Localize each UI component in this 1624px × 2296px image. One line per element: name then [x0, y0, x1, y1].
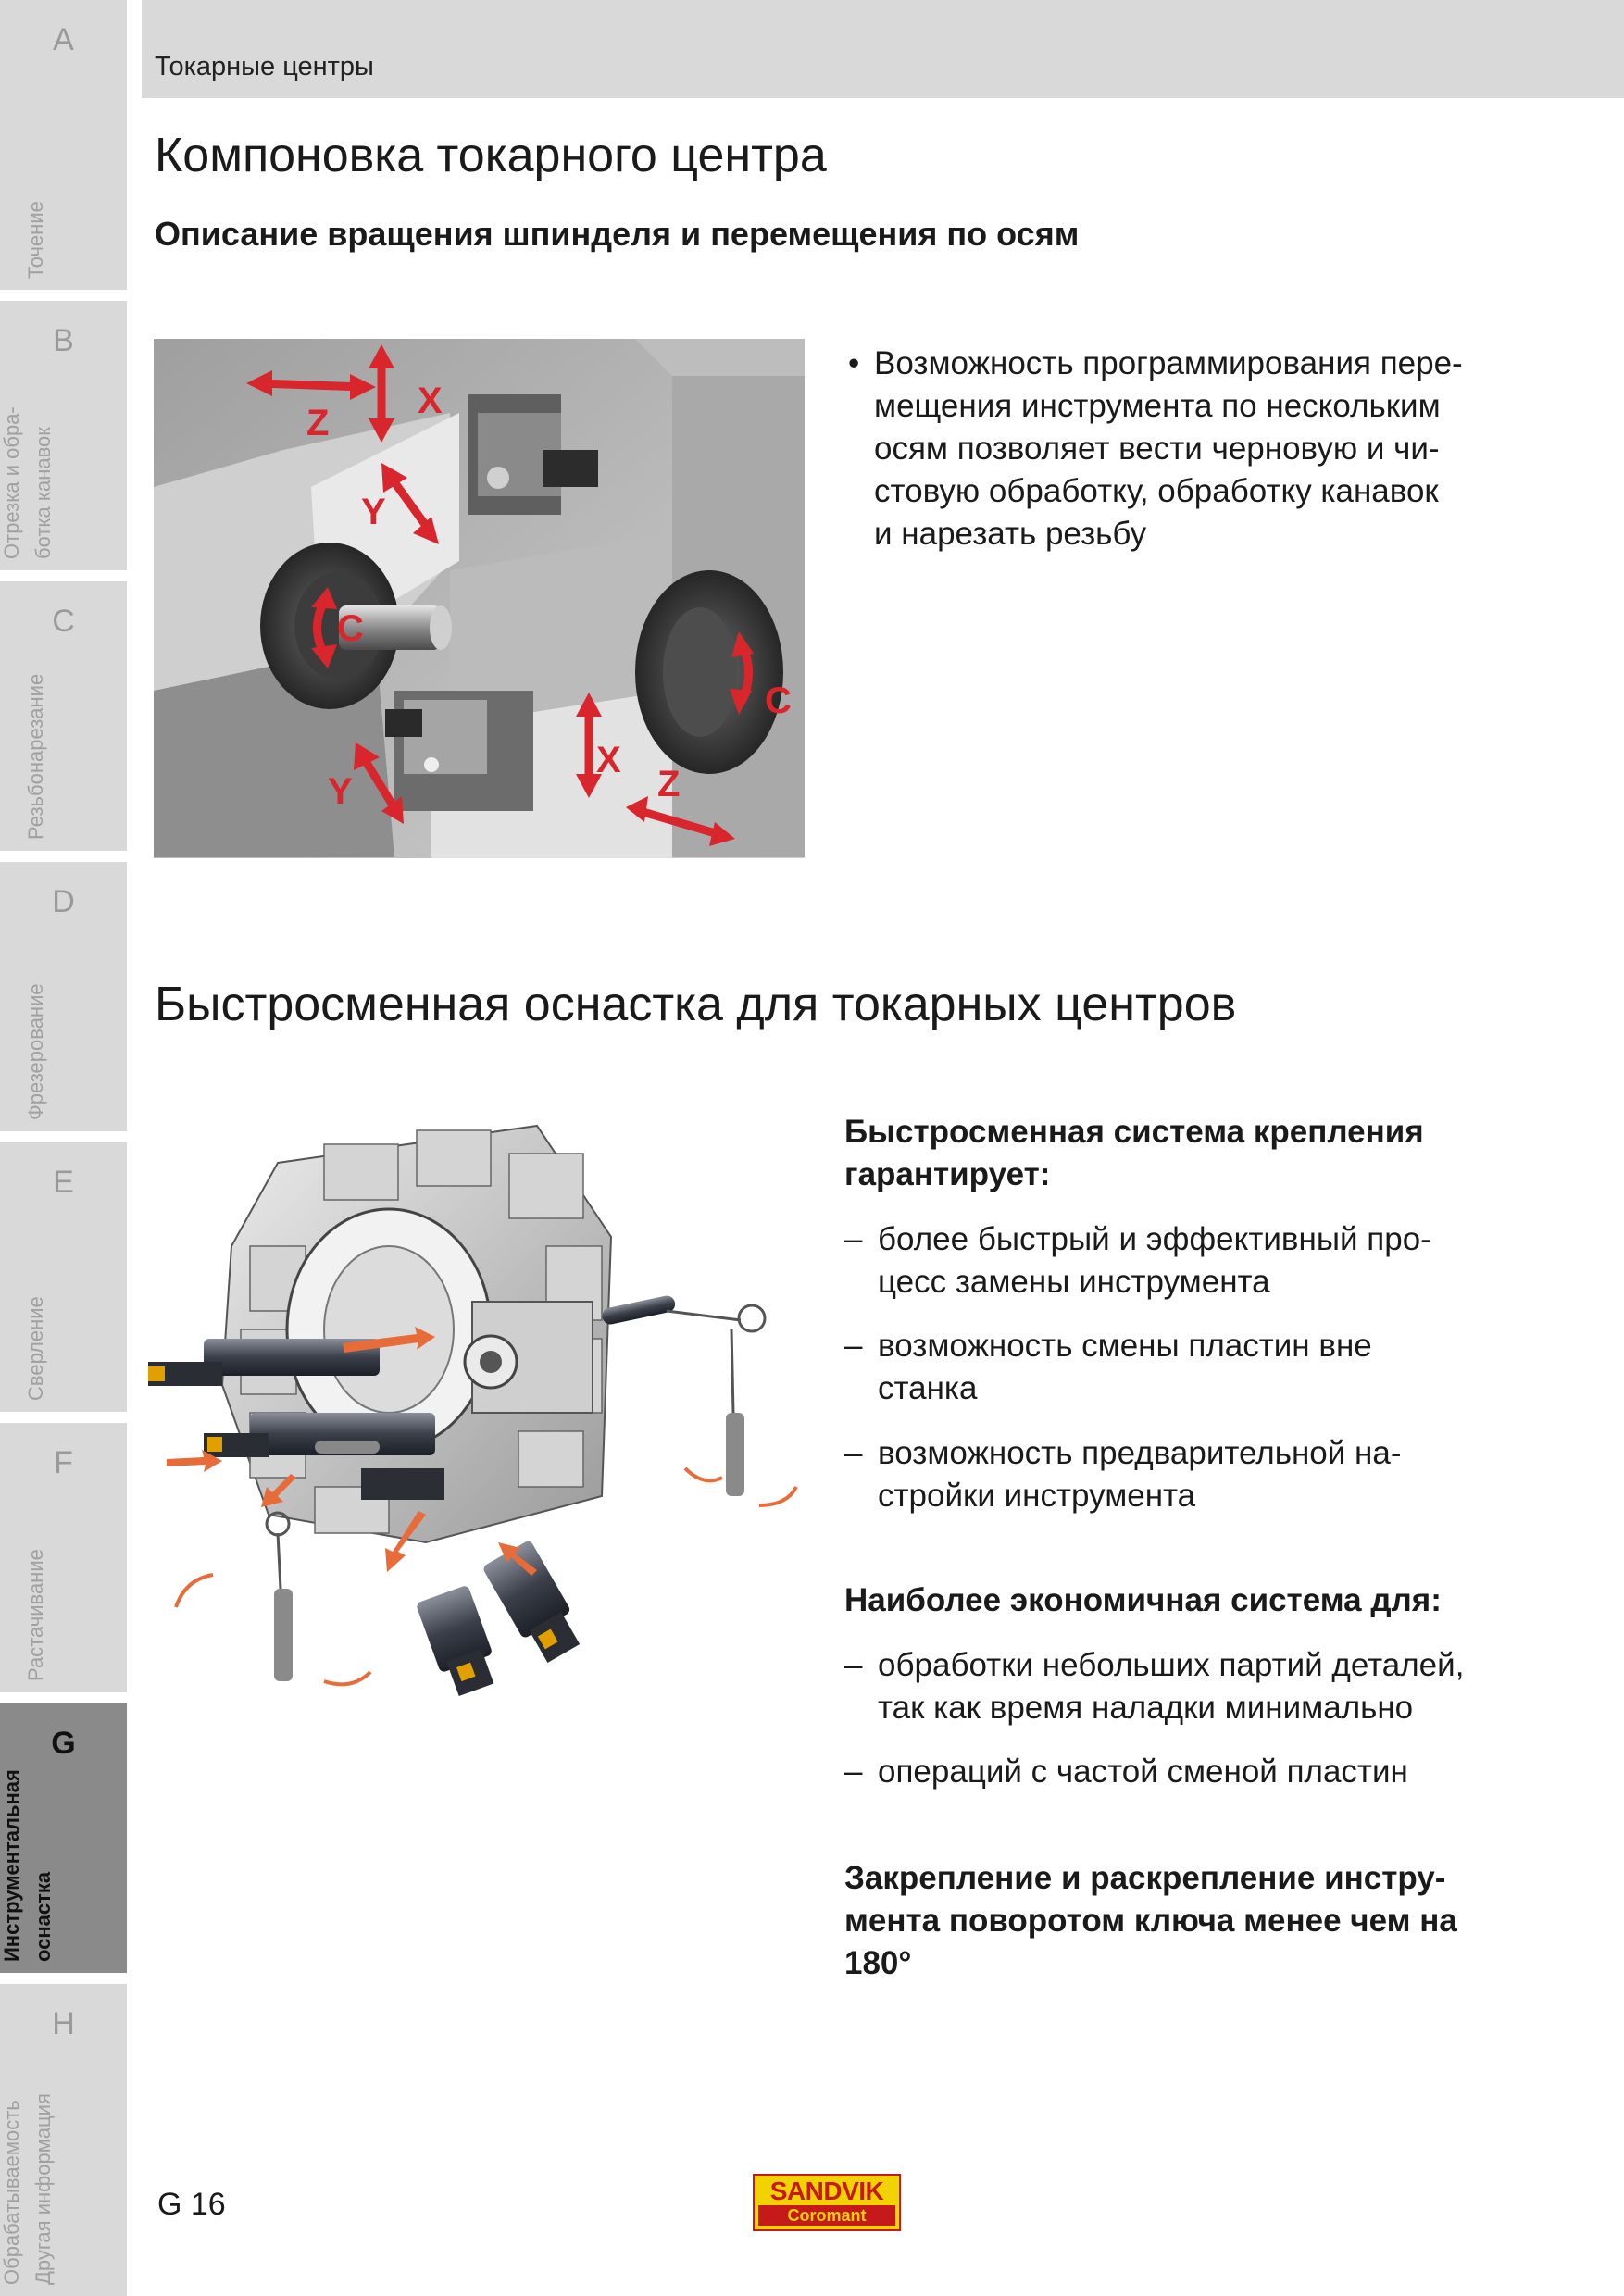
axis-label-y: Y: [361, 492, 386, 532]
axis-label-c2: C: [765, 680, 792, 721]
page-title: Компоновка токарного центра: [155, 129, 827, 182]
bullet-line: стовую обработку, обработку канавок: [874, 473, 1439, 509]
section-name: Токарные центры: [155, 52, 374, 81]
list-item: – обработки небольших партий деталей, так как время наладки минимально: [844, 1647, 1465, 1726]
tab-h[interactable]: H Обрабатываемость Другая информация: [0, 1984, 127, 2296]
tab-letter: A: [53, 22, 74, 57]
bullet-paragraph: [848, 343, 1515, 555]
list-item: – более быстрый и эффективный про- цесс замены инструмента: [844, 1221, 1431, 1300]
turret-drawing: [148, 1107, 815, 1700]
tab-letter: B: [53, 323, 74, 358]
axis-label-z: Z: [306, 403, 330, 443]
tab-g[interactable]: G Инструментальная оснастка: [0, 1703, 127, 1973]
list-item: – операций с частой сменой пластин: [844, 1753, 1408, 1790]
section-header: [142, 0, 1624, 98]
list-item: – возможность смены пластин вне станка: [844, 1328, 1372, 1406]
tab-letter: E: [53, 1165, 74, 1200]
axis-label-x2: X: [596, 740, 621, 780]
bullet-dot: •: [848, 345, 860, 381]
list-item: – возможность предварительной на- стройки инструмента: [844, 1435, 1402, 1514]
axis-label-y2: Y: [328, 771, 353, 812]
bullet-line: и нарезать резьбу: [874, 516, 1147, 552]
final-statement: Закрепление и раскрепление инстру- мента поворотом ключа менее чем на 180°: [844, 1860, 1457, 1981]
sandvik-logo: SANDVIK Coromant: [753, 2174, 901, 2231]
bullet-line: Возможность программирования пере-: [874, 345, 1463, 381]
guarantee-heading: Быстросменная система крепления гарантирует:: [844, 1114, 1424, 1192]
turning-center-photo: [154, 339, 805, 858]
axis-label-c: C: [337, 608, 364, 649]
subtitle: Описание вращения шпинделя и перемещения по осям: [155, 215, 1080, 253]
tab-c[interactable]: C Резьбонарезание: [0, 581, 127, 851]
axis-label-z2: Z: [657, 764, 681, 805]
tab-letter: F: [54, 1445, 73, 1480]
tab-a[interactable]: A Точение: [0, 0, 127, 290]
bullet-line: осям позволяет вести черновую и чи-: [874, 430, 1440, 467]
tab-letter: C: [52, 604, 75, 639]
tab-letter: G: [51, 1726, 76, 1761]
tab-e[interactable]: E Сверление: [0, 1142, 127, 1412]
bullet-line: мещения инструмента по нескольким: [874, 388, 1441, 424]
axis-label-x: X: [418, 381, 443, 421]
economy-heading: Наиболее экономичная система для:: [844, 1582, 1442, 1618]
tab-letter: H: [52, 2006, 75, 2041]
page-number: G 16: [157, 2187, 226, 2222]
tab-b[interactable]: B Отрезка и обра- ботка канавок: [0, 301, 127, 570]
quick-change-turret-illustration: [148, 1107, 815, 1700]
section-title-quick-change: Быстросменная оснастка для токарных центров: [155, 978, 1237, 1031]
tab-letter: D: [52, 884, 75, 919]
tab-f[interactable]: F Растачивание: [0, 1423, 127, 1692]
tab-d[interactable]: D Фрезерование: [0, 862, 127, 1131]
turning-center-illustration: [154, 339, 805, 858]
